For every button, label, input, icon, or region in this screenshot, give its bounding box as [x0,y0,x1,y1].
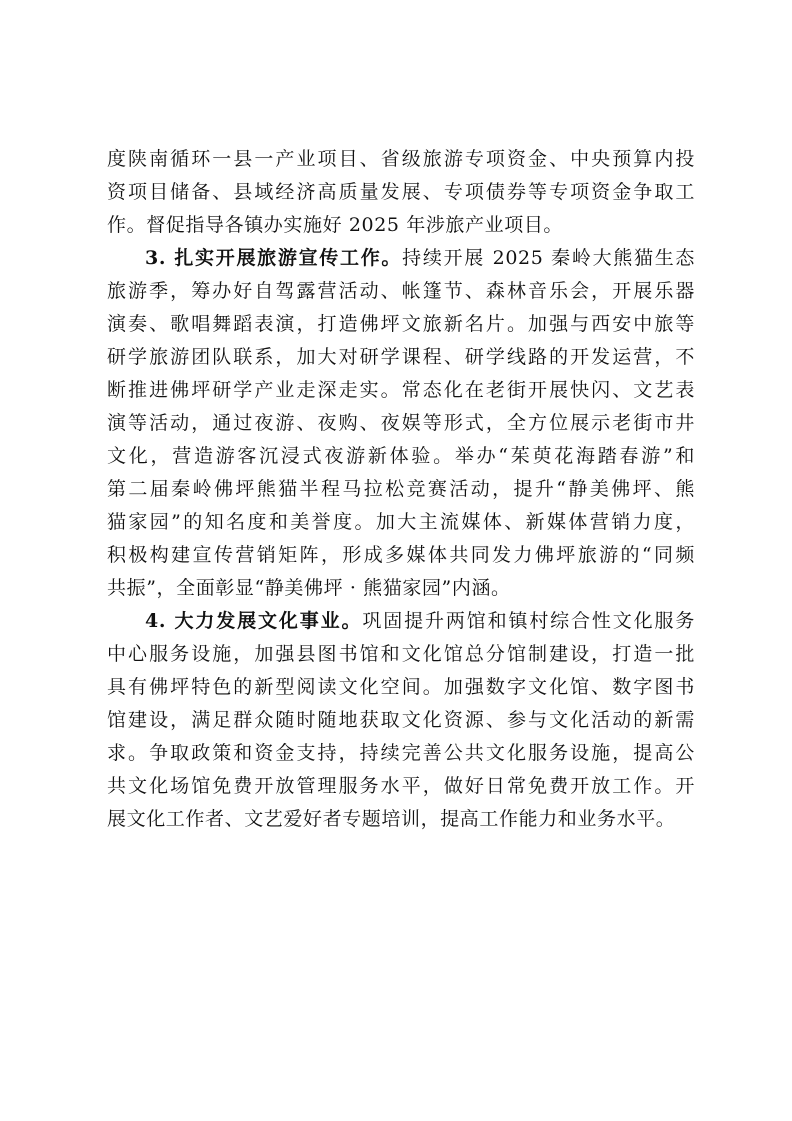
document-body [107,143,695,836]
section-heading-4: 4. 大力发展文化事业。 [145,610,363,632]
paragraph-line: 旅游季，筹办好自驾露营活动、帐篷节、森林音乐会，开展乐器 [107,280,695,302]
paragraph-text: 持续开展 2025 秦岭大熊猫生态 [402,247,695,269]
paragraph-line: 馆建设，满足群众随时随地获取文化资源、参与文化活动的新需 [107,709,695,731]
paragraph-first-line [107,242,695,275]
paragraph-first-line [107,605,695,638]
paragraph-line: 展文化工作者、文艺爱好者专题培训，提高工作能力和业务水平。 [107,808,676,830]
paragraph-line: 求。争取政策和资金支持，持续完善公共文化服务设施，提高公 [107,742,695,764]
paragraph-line: 积极构建宣传营销矩阵，形成多媒体共同发力佛坪旅游的“同频 [107,544,695,566]
paragraph-line: 文化，营造游客沉浸式夜游新体验。举办“茱萸花海踏春游”和 [107,445,695,467]
paragraph-line: 断推进佛坪研学产业走深走实。常态化在老街开展快闪、文艺表 [107,379,695,401]
section-heading-3: 3. 扎实开展旅游宣传工作。 [145,247,403,269]
paragraph-section-4 [107,605,695,836]
paragraph-line: 资项目储备、县域经济高质量发展、专项债券等专项资金争取工 [107,181,695,203]
paragraph-line: 第二届秦岭佛坪熊猫半程马拉松竞赛活动，提升“静美佛坪、熊 [107,478,695,500]
paragraph-line: 具有佛坪特色的新型阅读文化空间。加强数字文化馆、数字图书 [107,676,695,698]
paragraph-line: 演等活动，通过夜游、夜购、夜娱等形式，全方位展示老街市井 [107,412,695,434]
paragraph-1 [107,143,695,242]
paragraph-text: 巩固提升两馆和镇村综合性文化服务 [362,610,696,632]
paragraph-line: 共振”，全面彰显“静美佛坪 · 熊猫家园”内涵。 [107,577,511,599]
paragraph-line: 度陕南循环一县一产业项目、省级旅游专项资金、中央预算内投 [107,148,695,170]
paragraph-line: 中心服务设施，加强县图书馆和文化馆总分馆制建设，打造一批 [107,643,695,665]
paragraph-line: 研学旅游团队联系，加大对研学课程、研学线路的开发运营，不 [107,346,695,368]
paragraph-line: 作。督促指导各镇办实施好 2025 年涉旅产业项目。 [107,214,564,236]
paragraph-line: 演奏、歌唱舞蹈表演，打造佛坪文旅新名片。加强与西安中旅等 [107,313,695,335]
paragraph-section-3 [107,242,695,605]
paragraph-line: 猫家园”的知名度和美誉度。加大主流媒体、新媒体营销力度， [107,511,695,533]
paragraph-line: 共文化场馆免费开放管理服务水平，做好日常免费开放工作。开 [107,775,695,797]
